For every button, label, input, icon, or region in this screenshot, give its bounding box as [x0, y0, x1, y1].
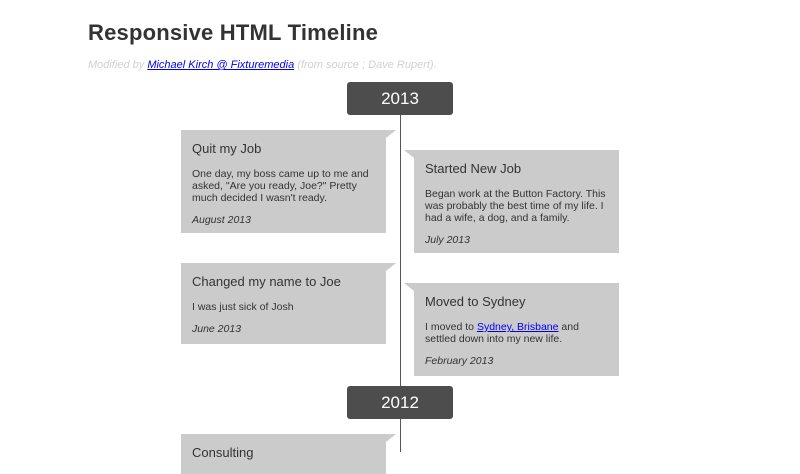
event-body: I was just sick of Josh: [192, 301, 294, 313]
credit-line: [88, 59, 437, 71]
year-marker-2012: 2012: [347, 386, 453, 419]
event-title: Moved to Sydney: [425, 294, 526, 309]
event-body-prefix: I moved to: [425, 321, 475, 333]
event-title: Consulting: [192, 445, 254, 460]
event-date: July 2013: [425, 234, 470, 246]
credit-author-link[interactable]: Michael Kirch @ Fixturemedia: [147, 59, 295, 71]
event-title: Changed my name to Joe: [192, 274, 341, 289]
timeline-event: [414, 150, 619, 253]
credit-prefix: Modified by: [88, 59, 145, 71]
event-title: Started New Job: [425, 161, 522, 176]
event-body: Began work at the Button Factory. This was probably the best time of my life. I had a wife, a dog, and a family.: [425, 188, 606, 224]
timeline-event: [181, 263, 386, 344]
event-title: Quit my Job: [192, 141, 262, 156]
timeline-event: [414, 283, 619, 376]
event-date: June 2013: [192, 323, 242, 335]
location-link[interactable]: Sydney, Brisbane: [476, 321, 559, 333]
timeline-event: [181, 130, 386, 233]
event-body-suffix: and settled down into my new life.: [425, 321, 579, 345]
event-body: [425, 321, 608, 345]
event-date: February 2013: [425, 355, 494, 367]
event-body: One day, my boss came up to me and asked, "Are you ready, Joe?" Pretty much decided I wasn't ready.: [192, 168, 369, 204]
credit-suffix: (from source ; Dave Rupert).: [297, 59, 437, 71]
page-title: Responsive HTML Timeline: [88, 20, 379, 45]
timeline-event: [181, 434, 386, 474]
event-date: August 2013: [192, 214, 251, 226]
year-marker-2013: 2013: [347, 82, 453, 115]
